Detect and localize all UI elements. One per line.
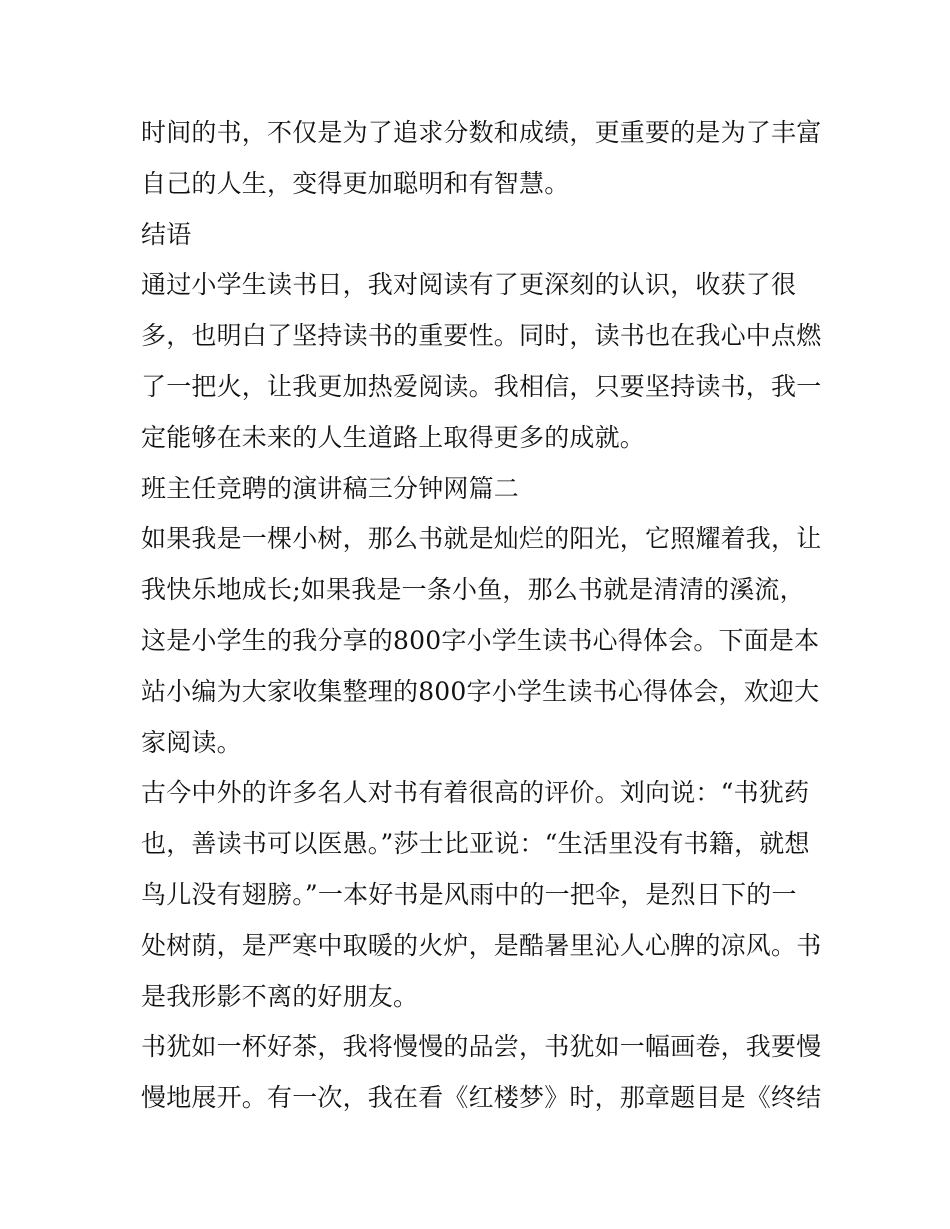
text-line: 多，也明白了坚持读书的重要性。同时，读书也在我心中点燃 [141,321,822,351]
text-line: 了一把火，让我更加热爱阅读。我相信，只要坚持读书，我一 [141,371,822,401]
text-line: 鸟儿没有翅膀。”一本好书是风雨中的一把伞，是烈日下的一 [141,879,797,909]
text-line: 如果我是一棵小树，那么书就是灿烂的阳光，它照耀着我，让 [141,524,822,554]
section-heading: 班主任竞聘的演讲稿三分钟网篇二 [141,473,520,503]
text-line: 书犹如一杯好茶，我将慢慢的品尝，书犹如一幅画卷，我要慢 [141,1032,822,1062]
text-line: 定能够在未来的人生道路上取得更多的成就。 [141,422,646,452]
text-line: 这是小学生的我分享的800字小学生读书心得体会。下面是本 [141,625,820,655]
text-line: 慢地展开。有一次，我在看《红楼梦》时，那章题目是《终结 [141,1083,822,1113]
text-line: 处树荫，是严寒中取暖的火炉，是酷暑里沁人心脾的凉风。书 [141,930,822,960]
text-line: 通过小学生读书日，我对阅读有了更深刻的认识，收获了很 [141,270,797,300]
text-line: 时间的书，不仅是为了追求分数和成绩，更重要的是为了丰富 [141,118,822,147]
section-heading: 结语 [141,219,192,249]
text-line: 自己的人生，变得更加聪明和有智慧。 [141,168,570,198]
document-body [141,108,822,1124]
text-line: 站小编为大家收集整理的800字小学生读书心得体会，欢迎大 [141,676,820,706]
text-line: 也，善读书可以医愚。”莎士比亚说：“生活里没有书籍，就想 [141,829,810,859]
text-line: 家阅读。 [141,727,242,757]
text-line: 我快乐地成长;如果我是一条小鱼，那么书就是清清的溪流， [141,575,805,605]
text-line: 古今中外的许多名人对书有着很高的评价。刘向说：“书犹药 [141,778,810,808]
text-line: 是我形影不离的好朋友。 [141,981,419,1011]
